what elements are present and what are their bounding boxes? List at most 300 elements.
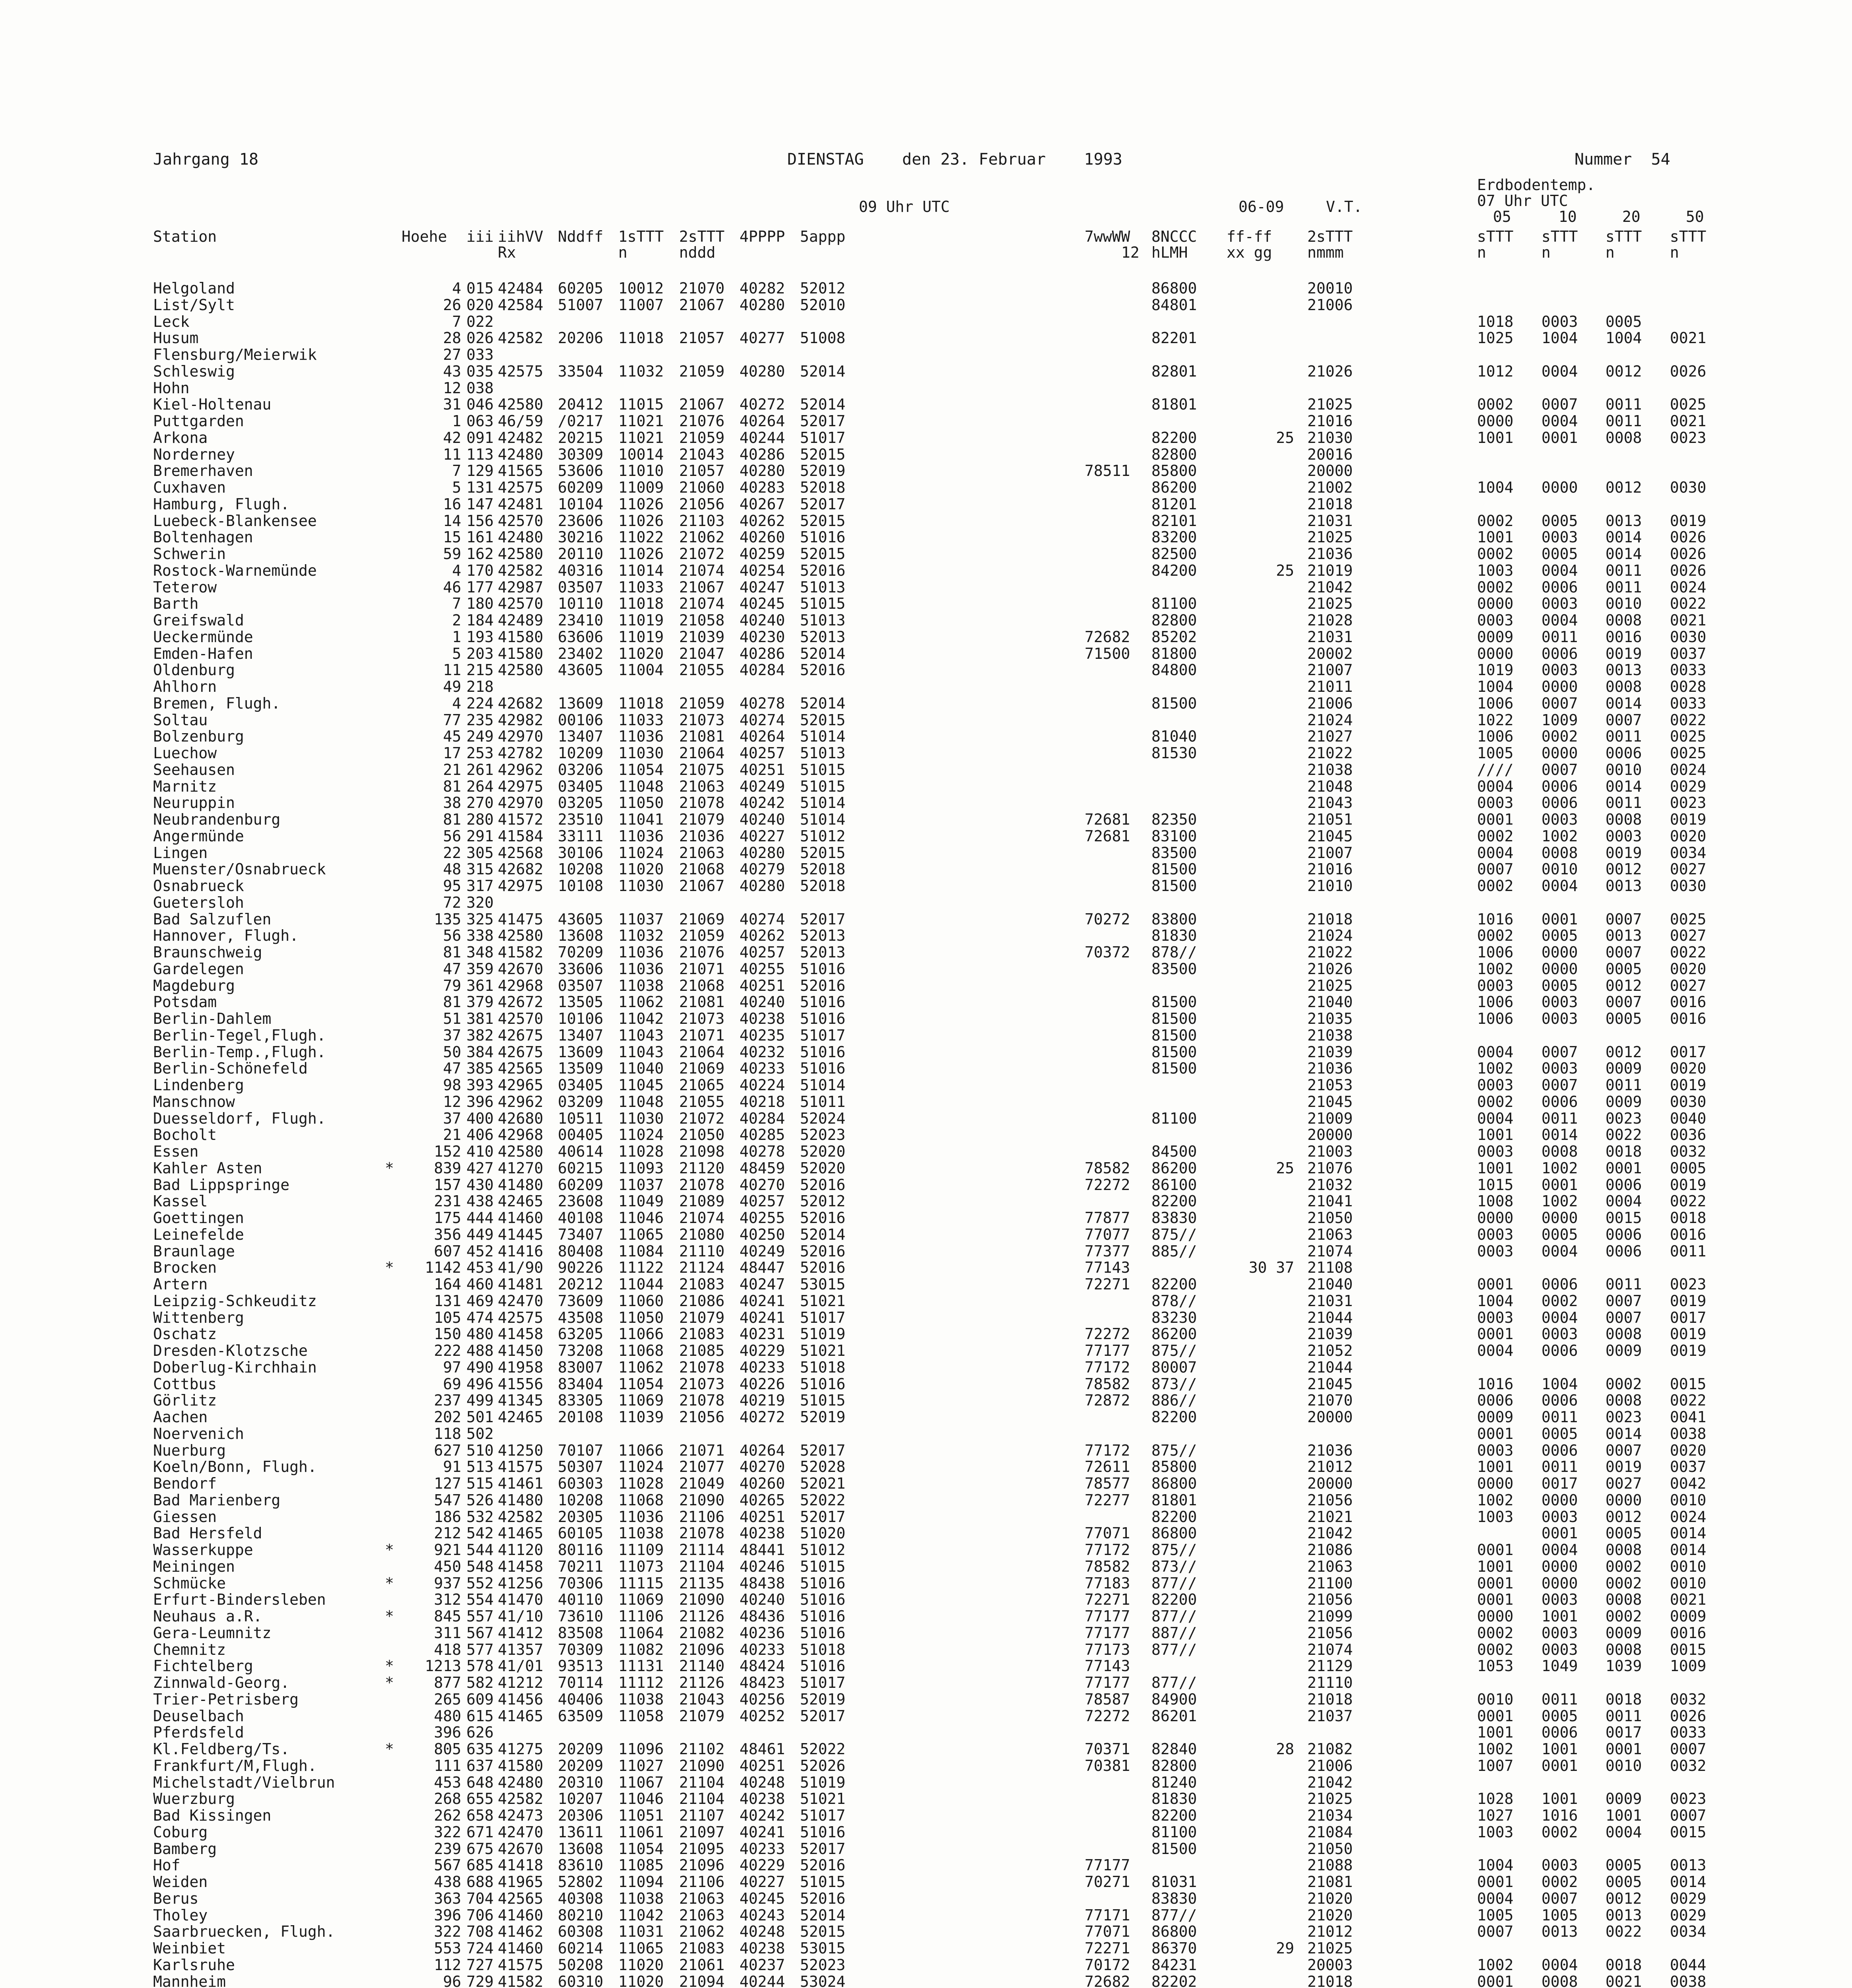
cell-station: Norderney — [153, 445, 235, 463]
cell-1sttt: 11048 — [618, 1093, 664, 1110]
cell-soil10: 0001 — [1541, 429, 1578, 447]
cell-iihvv: 42580 — [498, 396, 544, 414]
cell-nddff: 70107 — [558, 1441, 604, 1459]
cell-station: Berlin-Temp.,Flugh. — [153, 1043, 326, 1061]
cell-hoehe: 157 — [434, 1176, 461, 1194]
cell-2sttt: 21079 — [679, 1707, 725, 1725]
cell-hoehe: 312 — [434, 1591, 461, 1609]
cell-iihvv: 42484 — [498, 280, 544, 297]
cell-4pppp: 40259 — [740, 545, 785, 563]
cell-soil10: 1001 — [1541, 1607, 1578, 1625]
cell-4pppp: 40264 — [740, 728, 785, 746]
cell-4pppp: 40280 — [740, 877, 785, 895]
cell-iii: 338 — [466, 927, 494, 945]
cell-hoehe: 1 — [452, 412, 461, 430]
cell-nddff: 13608 — [558, 927, 604, 945]
cell-8nccc: 877// — [1151, 1607, 1197, 1625]
cell-4pppp: 40237 — [740, 1956, 785, 1974]
cell-soil10: 1002 — [1541, 827, 1578, 845]
cell-2sttt: 21069 — [679, 1060, 725, 1077]
cell-iihvv: 41582 — [498, 1972, 544, 1988]
cell-nddff: 13609 — [558, 1043, 604, 1061]
cell-4pppp: 40227 — [740, 827, 785, 845]
cell-hoehe: 37 — [443, 1109, 461, 1127]
table-row — [0, 1625, 1852, 1642]
cell-2sttt: 21096 — [679, 1856, 725, 1874]
cell-nddff: 60205 — [558, 280, 604, 297]
cell-soil20: 0018 — [1605, 1956, 1642, 1974]
cell-soil50: 0016 — [1670, 993, 1706, 1011]
cell-1sttt: 11115 — [618, 1574, 664, 1592]
cell-2sttt: 21069 — [679, 910, 725, 928]
cell-iii: 235 — [466, 711, 494, 729]
cell-4pppp: 40251 — [740, 1508, 785, 1526]
cell-station: Neubrandenburg — [153, 811, 281, 828]
cell-soil50: 0019 — [1670, 1176, 1706, 1194]
cell-iihvv: 41565 — [498, 462, 544, 480]
table-row — [0, 1575, 1852, 1592]
cell-4pppp: 40241 — [740, 1823, 785, 1841]
cell-station: Aachen — [153, 1408, 208, 1426]
depth-10: 10 — [1559, 208, 1577, 225]
cell-iihvv: 42582 — [498, 561, 544, 579]
cell-hoehe: 5 — [452, 479, 461, 496]
cell-2sttt: 21062 — [679, 528, 725, 546]
cell-iii: 410 — [466, 1143, 494, 1160]
cell-5appp: 51016 — [800, 528, 846, 546]
cell-iihvv: 41357 — [498, 1640, 544, 1658]
cell-station: Brocken — [153, 1259, 217, 1277]
cell-1sttt: 11064 — [618, 1624, 664, 1642]
cell-nddff: 43605 — [558, 910, 604, 928]
cell-1sttt: 11030 — [618, 1109, 664, 1127]
cell-iii: 488 — [466, 1342, 494, 1359]
cell-5appp: 51017 — [800, 1807, 846, 1824]
cell-8nccc: 82350 — [1151, 811, 1197, 828]
cell-2sttt: 21097 — [679, 1823, 725, 1841]
sub-1sttt: n — [618, 244, 627, 261]
cell-iii: 325 — [466, 910, 494, 928]
cell-5appp: 52017 — [800, 1707, 846, 1725]
table-row — [0, 762, 1852, 779]
table-row — [0, 679, 1852, 695]
cell-4pppp: 48447 — [740, 1259, 785, 1277]
cell-4pppp: 40272 — [740, 396, 785, 414]
cell-2sttt: 21036 — [679, 827, 725, 845]
cell-station: Potsdam — [153, 993, 217, 1011]
cell-5appp: 51016 — [800, 1043, 846, 1061]
cell-4pppp: 40278 — [740, 694, 785, 712]
cell-soil20: 0005 — [1605, 1524, 1642, 1542]
cell-8nccc: 873// — [1151, 1375, 1197, 1393]
cell-nddff: 23402 — [558, 645, 604, 662]
cell-8nccc: 877// — [1151, 1640, 1197, 1658]
cell-vt: 21041 — [1307, 1192, 1353, 1210]
cell-iihvv: 42584 — [498, 296, 544, 314]
cell-1sttt: 11054 — [618, 1375, 664, 1393]
cell-iihvv: 42470 — [498, 1292, 544, 1310]
cell-soil10: 0004 — [1541, 612, 1578, 629]
cell-marker: * — [385, 1259, 394, 1277]
cell-iii: 131 — [466, 479, 494, 496]
cell-soil50: 0032 — [1670, 1143, 1706, 1160]
table-row — [0, 1774, 1852, 1791]
cell-5appp: 52014 — [800, 1906, 846, 1924]
cell-1sttt: 11007 — [618, 296, 664, 314]
cell-iii: 578 — [466, 1657, 494, 1675]
cell-1sttt: 11085 — [618, 1856, 664, 1874]
cell-5appp: 51016 — [800, 1060, 846, 1077]
cell-soil10: 0000 — [1541, 944, 1578, 961]
cell-vt: 20000 — [1307, 1126, 1353, 1144]
cell-iihvv: 41460 — [498, 1906, 544, 1924]
sub-soil-20: n — [1605, 244, 1615, 261]
cell-soil20: 0010 — [1605, 761, 1642, 779]
cell-iii: 449 — [466, 1225, 494, 1243]
cell-1sttt: 11038 — [618, 1690, 664, 1708]
cell-soil50: 0017 — [1670, 1043, 1706, 1061]
cell-soil50: 0026 — [1670, 362, 1706, 380]
cell-iii: 315 — [466, 860, 494, 878]
cell-vt: 21025 — [1307, 528, 1353, 546]
cell-station: Lingen — [153, 844, 208, 862]
cell-iihvv: 41418 — [498, 1856, 544, 1874]
cell-iii: 224 — [466, 694, 494, 712]
cell-hoehe: 877 — [434, 1674, 461, 1691]
cell-ff: 25 — [1276, 561, 1294, 579]
table-row — [0, 1642, 1852, 1658]
cell-hoehe: 45 — [443, 728, 461, 746]
cell-soil50: 0025 — [1670, 744, 1706, 762]
cell-iihvv: 42582 — [498, 1508, 544, 1526]
cell-8nccc: 81500 — [1151, 694, 1197, 712]
cell-station: Doberlug-Kirchhain — [153, 1358, 317, 1376]
cell-1sttt: 11020 — [618, 1972, 664, 1988]
cell-4pppp: 40240 — [740, 993, 785, 1011]
cell-vt: 21032 — [1307, 1176, 1353, 1194]
cell-hoehe: 212 — [434, 1524, 461, 1542]
cell-1sttt: 11026 — [618, 545, 664, 563]
cell-4pppp: 40270 — [740, 1458, 785, 1476]
cell-iii: 177 — [466, 578, 494, 596]
cell-soil10: 0001 — [1541, 1176, 1578, 1194]
cell-soil05: 0002 — [1477, 877, 1514, 895]
cell-2sttt: 21067 — [679, 396, 725, 414]
cell-5appp: 51015 — [800, 761, 846, 779]
cell-soil05: 0004 — [1477, 777, 1514, 795]
cell-soil05: 0002 — [1477, 927, 1514, 945]
table-row — [0, 1741, 1852, 1758]
cell-station: Trier-Petrisberg — [153, 1690, 299, 1708]
cell-soil05: 1025 — [1477, 329, 1514, 347]
cell-soil20: 0018 — [1605, 1690, 1642, 1708]
cell-iii: 453 — [466, 1259, 494, 1277]
cell-vt: 21007 — [1307, 661, 1353, 679]
cell-iii: 400 — [466, 1109, 494, 1127]
cell-iii: 184 — [466, 612, 494, 629]
cell-soil05: 0003 — [1477, 1242, 1514, 1260]
cell-soil20: 0009 — [1605, 1060, 1642, 1077]
table-row — [0, 496, 1852, 513]
cell-iihvv: 42968 — [498, 1126, 544, 1144]
cell-5appp: 51016 — [800, 1010, 846, 1027]
cell-soil05: 1001 — [1477, 1126, 1514, 1144]
cell-soil05: 1028 — [1477, 1790, 1514, 1808]
cell-iihvv: 41270 — [498, 1159, 544, 1177]
cell-nddff: 73208 — [558, 1342, 604, 1359]
cell-nddff: 20310 — [558, 1773, 604, 1791]
cell-soil10: 0000 — [1541, 1209, 1578, 1227]
cell-8nccc: 81031 — [1151, 1873, 1197, 1891]
cell-nddff: 60215 — [558, 1159, 604, 1177]
cell-nddff: 23510 — [558, 811, 604, 828]
cell-soil10: 0005 — [1541, 1425, 1578, 1442]
cell-2sttt: 21059 — [679, 362, 725, 380]
cell-4pppp: 40249 — [740, 1242, 785, 1260]
cell-1sttt: 10012 — [618, 280, 664, 297]
cell-soil50: 0034 — [1670, 844, 1706, 862]
cell-hoehe: 222 — [434, 1342, 461, 1359]
cell-4pppp: 40274 — [740, 711, 785, 729]
cell-iii: 193 — [466, 628, 494, 646]
table-row — [0, 695, 1852, 712]
cell-2sttt: 21085 — [679, 1342, 725, 1359]
cell-2sttt: 21055 — [679, 661, 725, 679]
table-row — [0, 1011, 1852, 1027]
cell-iihvv: 42570 — [498, 512, 544, 530]
cell-nddff: 70114 — [558, 1674, 604, 1691]
cell-hoehe: 111 — [434, 1757, 461, 1774]
cell-soil50: 0034 — [1670, 1923, 1706, 1941]
cell-hoehe: 237 — [434, 1392, 461, 1409]
table-row — [0, 1708, 1852, 1725]
cell-soil50: 0019 — [1670, 1325, 1706, 1343]
cell-4pppp: 40238 — [740, 1939, 785, 1957]
cell-hoehe: 262 — [434, 1807, 461, 1824]
cell-iii: 382 — [466, 1026, 494, 1044]
cell-soil05: 1001 — [1477, 1458, 1514, 1476]
cell-vt: 20002 — [1307, 645, 1353, 662]
cell-soil10: 0007 — [1541, 761, 1578, 779]
cell-4pppp: 40226 — [740, 1375, 785, 1393]
cell-2sttt: 21073 — [679, 1375, 725, 1393]
cell-5appp: 51013 — [800, 612, 846, 629]
cell-2sttt: 21078 — [679, 794, 725, 812]
cell-soil20: 0006 — [1605, 1242, 1642, 1260]
cell-soil10: 0011 — [1541, 1690, 1578, 1708]
cell-vt: 21025 — [1307, 396, 1353, 414]
cell-vt: 21039 — [1307, 1043, 1353, 1061]
cell-1sttt: 11031 — [618, 1923, 664, 1941]
cell-vt: 21027 — [1307, 728, 1353, 746]
cell-soil50: 0032 — [1670, 1690, 1706, 1708]
cell-1sttt: 11038 — [618, 977, 664, 994]
cell-iihvv: 41465 — [498, 1524, 544, 1542]
cell-hoehe: 56 — [443, 827, 461, 845]
cell-soil50: 0005 — [1670, 1159, 1706, 1177]
table-row — [0, 1525, 1852, 1542]
table-row — [0, 728, 1852, 745]
cell-5appp: 53024 — [800, 1972, 846, 1988]
cell-1sttt: 10014 — [618, 445, 664, 463]
cell-1sttt: 11050 — [618, 1309, 664, 1326]
cell-station: Duesseldorf, Flugh. — [153, 1109, 326, 1127]
cell-soil50: 0007 — [1670, 1740, 1706, 1758]
cell-soil20: 0022 — [1605, 1126, 1642, 1144]
cell-2sttt: 21057 — [679, 462, 725, 480]
cell-4pppp: 40233 — [740, 1640, 785, 1658]
cell-5appp: 51012 — [800, 827, 846, 845]
cell-8nccc: 84900 — [1151, 1690, 1197, 1708]
cell-1sttt: 11049 — [618, 1192, 664, 1210]
cell-2sttt: 21083 — [679, 1276, 725, 1293]
table-row — [0, 1376, 1852, 1393]
cell-soil05: 0001 — [1477, 1873, 1514, 1891]
cell-soil50: 0019 — [1670, 1076, 1706, 1094]
table-row — [0, 563, 1852, 579]
cell-hoehe: 77 — [443, 711, 461, 729]
cell-nddff: 30216 — [558, 528, 604, 546]
cell-4pppp: 40243 — [740, 1906, 785, 1924]
cell-soil50: 0030 — [1670, 1093, 1706, 1110]
cell-1sttt: 11061 — [618, 1823, 664, 1841]
cell-7wwww: 70172 — [1085, 1956, 1130, 1974]
cell-station: Wasserkuppe — [153, 1541, 253, 1559]
cell-1sttt: 11048 — [618, 777, 664, 795]
cell-station: Schleswig — [153, 362, 235, 380]
cell-iihvv: 41445 — [498, 1225, 544, 1243]
table-row — [0, 1608, 1852, 1625]
cell-soil50: 0024 — [1670, 578, 1706, 596]
cell-nddff: 43605 — [558, 661, 604, 679]
cell-soil05: 1005 — [1477, 1906, 1514, 1924]
cell-8nccc: 81040 — [1151, 728, 1197, 746]
table-row — [0, 1044, 1852, 1061]
cell-iihvv: 41/01 — [498, 1657, 544, 1675]
cell-5appp: 52015 — [800, 445, 846, 463]
cell-iii: 704 — [466, 1889, 494, 1907]
cell-soil05: 0004 — [1477, 1342, 1514, 1359]
cell-soil10: 0011 — [1541, 1109, 1578, 1127]
table-row — [0, 1542, 1852, 1559]
cell-hoehe: 1142 — [425, 1259, 461, 1277]
cell-2sttt: 21073 — [679, 711, 725, 729]
cell-station: Guetersloh — [153, 893, 244, 911]
cell-soil05: 1003 — [1477, 561, 1514, 579]
cell-iihvv: 41965 — [498, 1873, 544, 1891]
cell-1sttt: 11041 — [618, 811, 664, 828]
cell-5appp: 51016 — [800, 1574, 846, 1592]
cell-4pppp: 40257 — [740, 744, 785, 762]
cell-2sttt: 21067 — [679, 296, 725, 314]
cell-hoehe: 175 — [434, 1209, 461, 1227]
cell-4pppp: 40242 — [740, 794, 785, 812]
cell-iihvv: 42582 — [498, 1790, 544, 1808]
cell-5appp: 51015 — [800, 595, 846, 613]
cell-2sttt: 21063 — [679, 777, 725, 795]
cell-soil50: 0014 — [1670, 1541, 1706, 1559]
cell-soil20: 0013 — [1605, 661, 1642, 679]
cell-1sttt: 11068 — [618, 1491, 664, 1509]
cell-iii: 609 — [466, 1690, 494, 1708]
table-row — [0, 961, 1852, 978]
jahrgang-label: Jahrgang 18 — [153, 150, 258, 169]
cell-iii: 671 — [466, 1823, 494, 1841]
cell-vt: 21035 — [1307, 1010, 1353, 1027]
cell-iii: 637 — [466, 1757, 494, 1774]
cell-station: Manschnow — [153, 1093, 235, 1110]
cell-iii: 552 — [466, 1574, 494, 1592]
cell-iii: 515 — [466, 1475, 494, 1492]
cell-iihvv: 41458 — [498, 1325, 544, 1343]
cell-iii: 280 — [466, 811, 494, 828]
cell-soil05: 1003 — [1477, 1508, 1514, 1526]
cell-2sttt: 21055 — [679, 1093, 725, 1110]
cell-nddff: 13609 — [558, 694, 604, 712]
cell-iii: 548 — [466, 1557, 494, 1575]
cell-5appp: 51016 — [800, 993, 846, 1011]
cell-1sttt: 11122 — [618, 1259, 664, 1277]
cell-5appp: 51014 — [800, 728, 846, 746]
cell-8nccc: 82200 — [1151, 1192, 1197, 1210]
cell-soil10: 1016 — [1541, 1807, 1578, 1824]
cell-2sttt: 21081 — [679, 728, 725, 746]
cell-hoehe: 453 — [434, 1773, 461, 1791]
cell-station: Husum — [153, 329, 199, 347]
cell-soil50: 0041 — [1670, 1408, 1706, 1426]
table-row — [0, 1392, 1852, 1409]
cell-7wwww: 77172 — [1085, 1541, 1130, 1559]
cell-soil10: 1005 — [1541, 1906, 1578, 1924]
cell-vt: 21044 — [1307, 1309, 1353, 1326]
col-soil-50: sTTT — [1670, 228, 1706, 245]
cell-2sttt: 21072 — [679, 545, 725, 563]
cell-nddff: 30309 — [558, 445, 604, 463]
cell-iii: 270 — [466, 794, 494, 812]
cell-iihvv: 42473 — [498, 1807, 544, 1824]
sub-soil-50: n — [1670, 244, 1679, 261]
cell-hoehe: 7 — [452, 462, 461, 480]
cell-station: Rostock-Warnemünde — [153, 561, 317, 579]
table-row — [0, 1724, 1852, 1741]
cell-nddff: 53606 — [558, 462, 604, 480]
cell-station: Coburg — [153, 1823, 208, 1841]
cell-7wwww: 72272 — [1085, 1176, 1130, 1194]
cell-iihvv: 41580 — [498, 1757, 544, 1774]
cell-soil10: 0003 — [1541, 811, 1578, 828]
cell-soil20: 0010 — [1605, 1757, 1642, 1774]
cell-1sttt: 11021 — [618, 412, 664, 430]
cell-iihvv: 41470 — [498, 1591, 544, 1609]
table-row — [0, 1957, 1852, 1974]
cell-4pppp: 48461 — [740, 1740, 785, 1758]
cell-station: List/Sylt — [153, 296, 235, 314]
cell-soil20: 0004 — [1605, 1192, 1642, 1210]
cell-station: Leipzig-Schkeuditz — [153, 1292, 317, 1310]
cell-nddff: 70306 — [558, 1574, 604, 1592]
cell-nddff: 20110 — [558, 545, 604, 563]
cell-2sttt: 21110 — [679, 1242, 725, 1260]
table-row — [0, 1675, 1852, 1691]
cell-2sttt: 21043 — [679, 445, 725, 463]
cell-iii: 724 — [466, 1939, 494, 1957]
cell-vt: 21003 — [1307, 1143, 1353, 1160]
cell-hoehe: 81 — [443, 944, 461, 961]
cell-2sttt: 21102 — [679, 1740, 725, 1758]
cell-2sttt: 21135 — [679, 1574, 725, 1592]
cell-hoehe: 49 — [443, 678, 461, 695]
cell-2sttt: 21071 — [679, 1026, 725, 1044]
